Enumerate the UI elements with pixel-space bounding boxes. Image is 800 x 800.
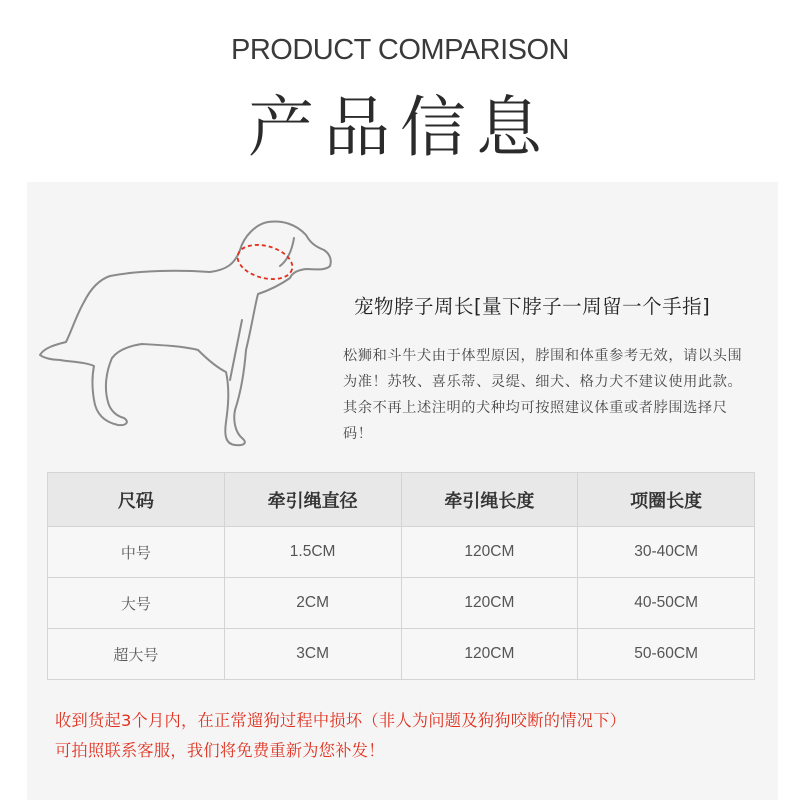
neck-measure-heading: 宠物脖子周长[量下脖子一周留一个手指]	[354, 295, 711, 318]
neck-marker-icon	[234, 239, 296, 284]
info-block	[343, 291, 755, 447]
col-header-leash-diameter: 牵引绳直径	[224, 473, 401, 527]
table-row	[48, 629, 755, 680]
col-header-leash-length: 牵引绳长度	[401, 473, 578, 527]
cell-leash-diameter: 2CM	[224, 578, 401, 629]
usage-description: 松狮和斗牛犬由于体型原因，脖围和体重参考无效，请以头围为准！苏牧、喜乐蒂、灵缇、细犬、格力犬不建议使用此款。其余不再上述注明的犬种均可按照建议体重或者脖围选择尺码！	[343, 348, 743, 442]
table-header-row	[48, 473, 755, 527]
table-row	[48, 578, 755, 629]
size-table	[47, 472, 755, 680]
notice-line-1: 收到货起3个月内，在正常遛狗过程中损坏（非人为问题及狗狗咬断的情况下）	[55, 711, 627, 730]
cell-size: 大号	[48, 578, 225, 629]
cell-collar-length: 30-40CM	[578, 527, 755, 578]
col-header-size: 尺码	[48, 473, 225, 527]
col-header-collar-length: 项圈长度	[578, 473, 755, 527]
cell-collar-length: 40-50CM	[578, 578, 755, 629]
cell-leash-length: 120CM	[401, 578, 578, 629]
cell-leash-length: 120CM	[401, 629, 578, 680]
cell-collar-length: 50-60CM	[578, 629, 755, 680]
cell-size: 超大号	[48, 629, 225, 680]
warranty-notice	[55, 706, 765, 766]
chinese-title: 产品信息	[248, 89, 552, 166]
notice-line-2: 可拍照联系客服，我们将免费重新为您补发！	[55, 741, 385, 760]
english-title: PRODUCT COMPARISON	[231, 34, 569, 66]
cell-leash-diameter: 3CM	[224, 629, 401, 680]
dog-outline-icon	[30, 210, 340, 460]
cell-leash-diameter: 1.5CM	[224, 527, 401, 578]
cell-leash-length: 120CM	[401, 527, 578, 578]
table-row	[48, 527, 755, 578]
cell-size: 中号	[48, 527, 225, 578]
